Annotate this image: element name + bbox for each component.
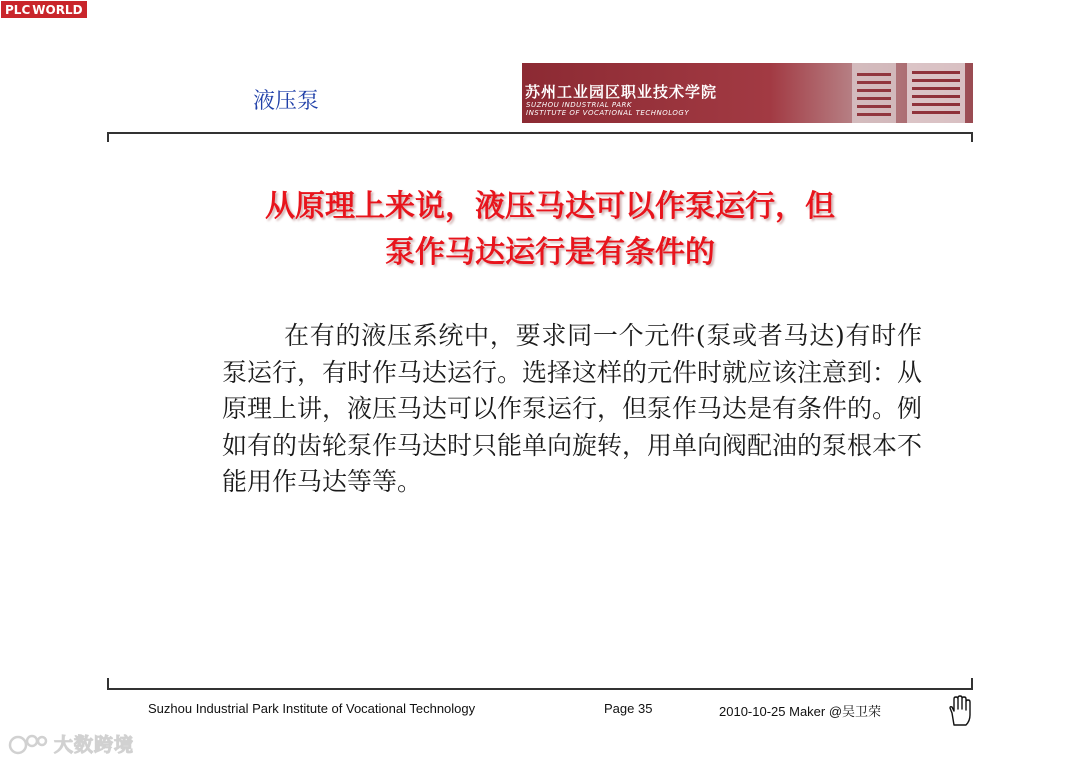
slide-heading [160, 184, 940, 276]
section-label: 液压泵 [253, 89, 320, 114]
slide-heading-line1: 从原理上来说，液压马达可以作泵运行，但 [265, 189, 835, 224]
banner-building-image [852, 63, 896, 123]
footer-institute: Suzhou Industrial Park Institute of Vocational Technology [148, 701, 476, 716]
institute-name-cn: 苏州工业园区职业技术学院 [525, 83, 718, 101]
watermark-logo-icon [8, 732, 48, 756]
bottom-divider [107, 688, 973, 690]
footer-date-maker: 2010-10-25 Maker @吴卫荣 [719, 704, 882, 719]
plc-world-logo [0, 0, 88, 19]
institute-name-en-line2: INSTITUTE OF VOCATIONAL TECHNOLOGY [526, 109, 690, 117]
watermark-text: 大数跨境 [54, 734, 135, 756]
bottom-divider-left-tick [107, 678, 109, 690]
bottom-divider-right-tick [971, 678, 973, 690]
top-divider-left-tick [107, 132, 109, 142]
institute-name-en-line1: SUZHOU INDUSTRIAL PARK [526, 101, 632, 109]
hand-pointer-icon[interactable] [946, 695, 974, 727]
slide-heading-line2: 泵作马达运行是有条件的 [385, 235, 715, 270]
watermark [8, 730, 134, 757]
banner-building-image-2 [907, 63, 965, 123]
body-paragraph: 在有的液压系统中，要求同一个元件(泵或者马达)有时作泵运行，有时作马达运行。选择这样的元件时就应该注意到：从原理上讲，液压马达可以作泵运行，但泵作马达是有条件的。例如有的齿轮泵作马达时只能单向旋转，用单向阀配油的泵根本不能用作马达等等。 [222, 321, 923, 496]
plc-world-logo-plc: PLC [5, 2, 31, 17]
institute-banner [522, 63, 973, 123]
footer-page-number: Page 35 [604, 701, 653, 716]
top-divider-right-tick [971, 132, 973, 142]
plc-world-logo-world: WORLD [32, 2, 83, 17]
top-divider [107, 132, 973, 134]
